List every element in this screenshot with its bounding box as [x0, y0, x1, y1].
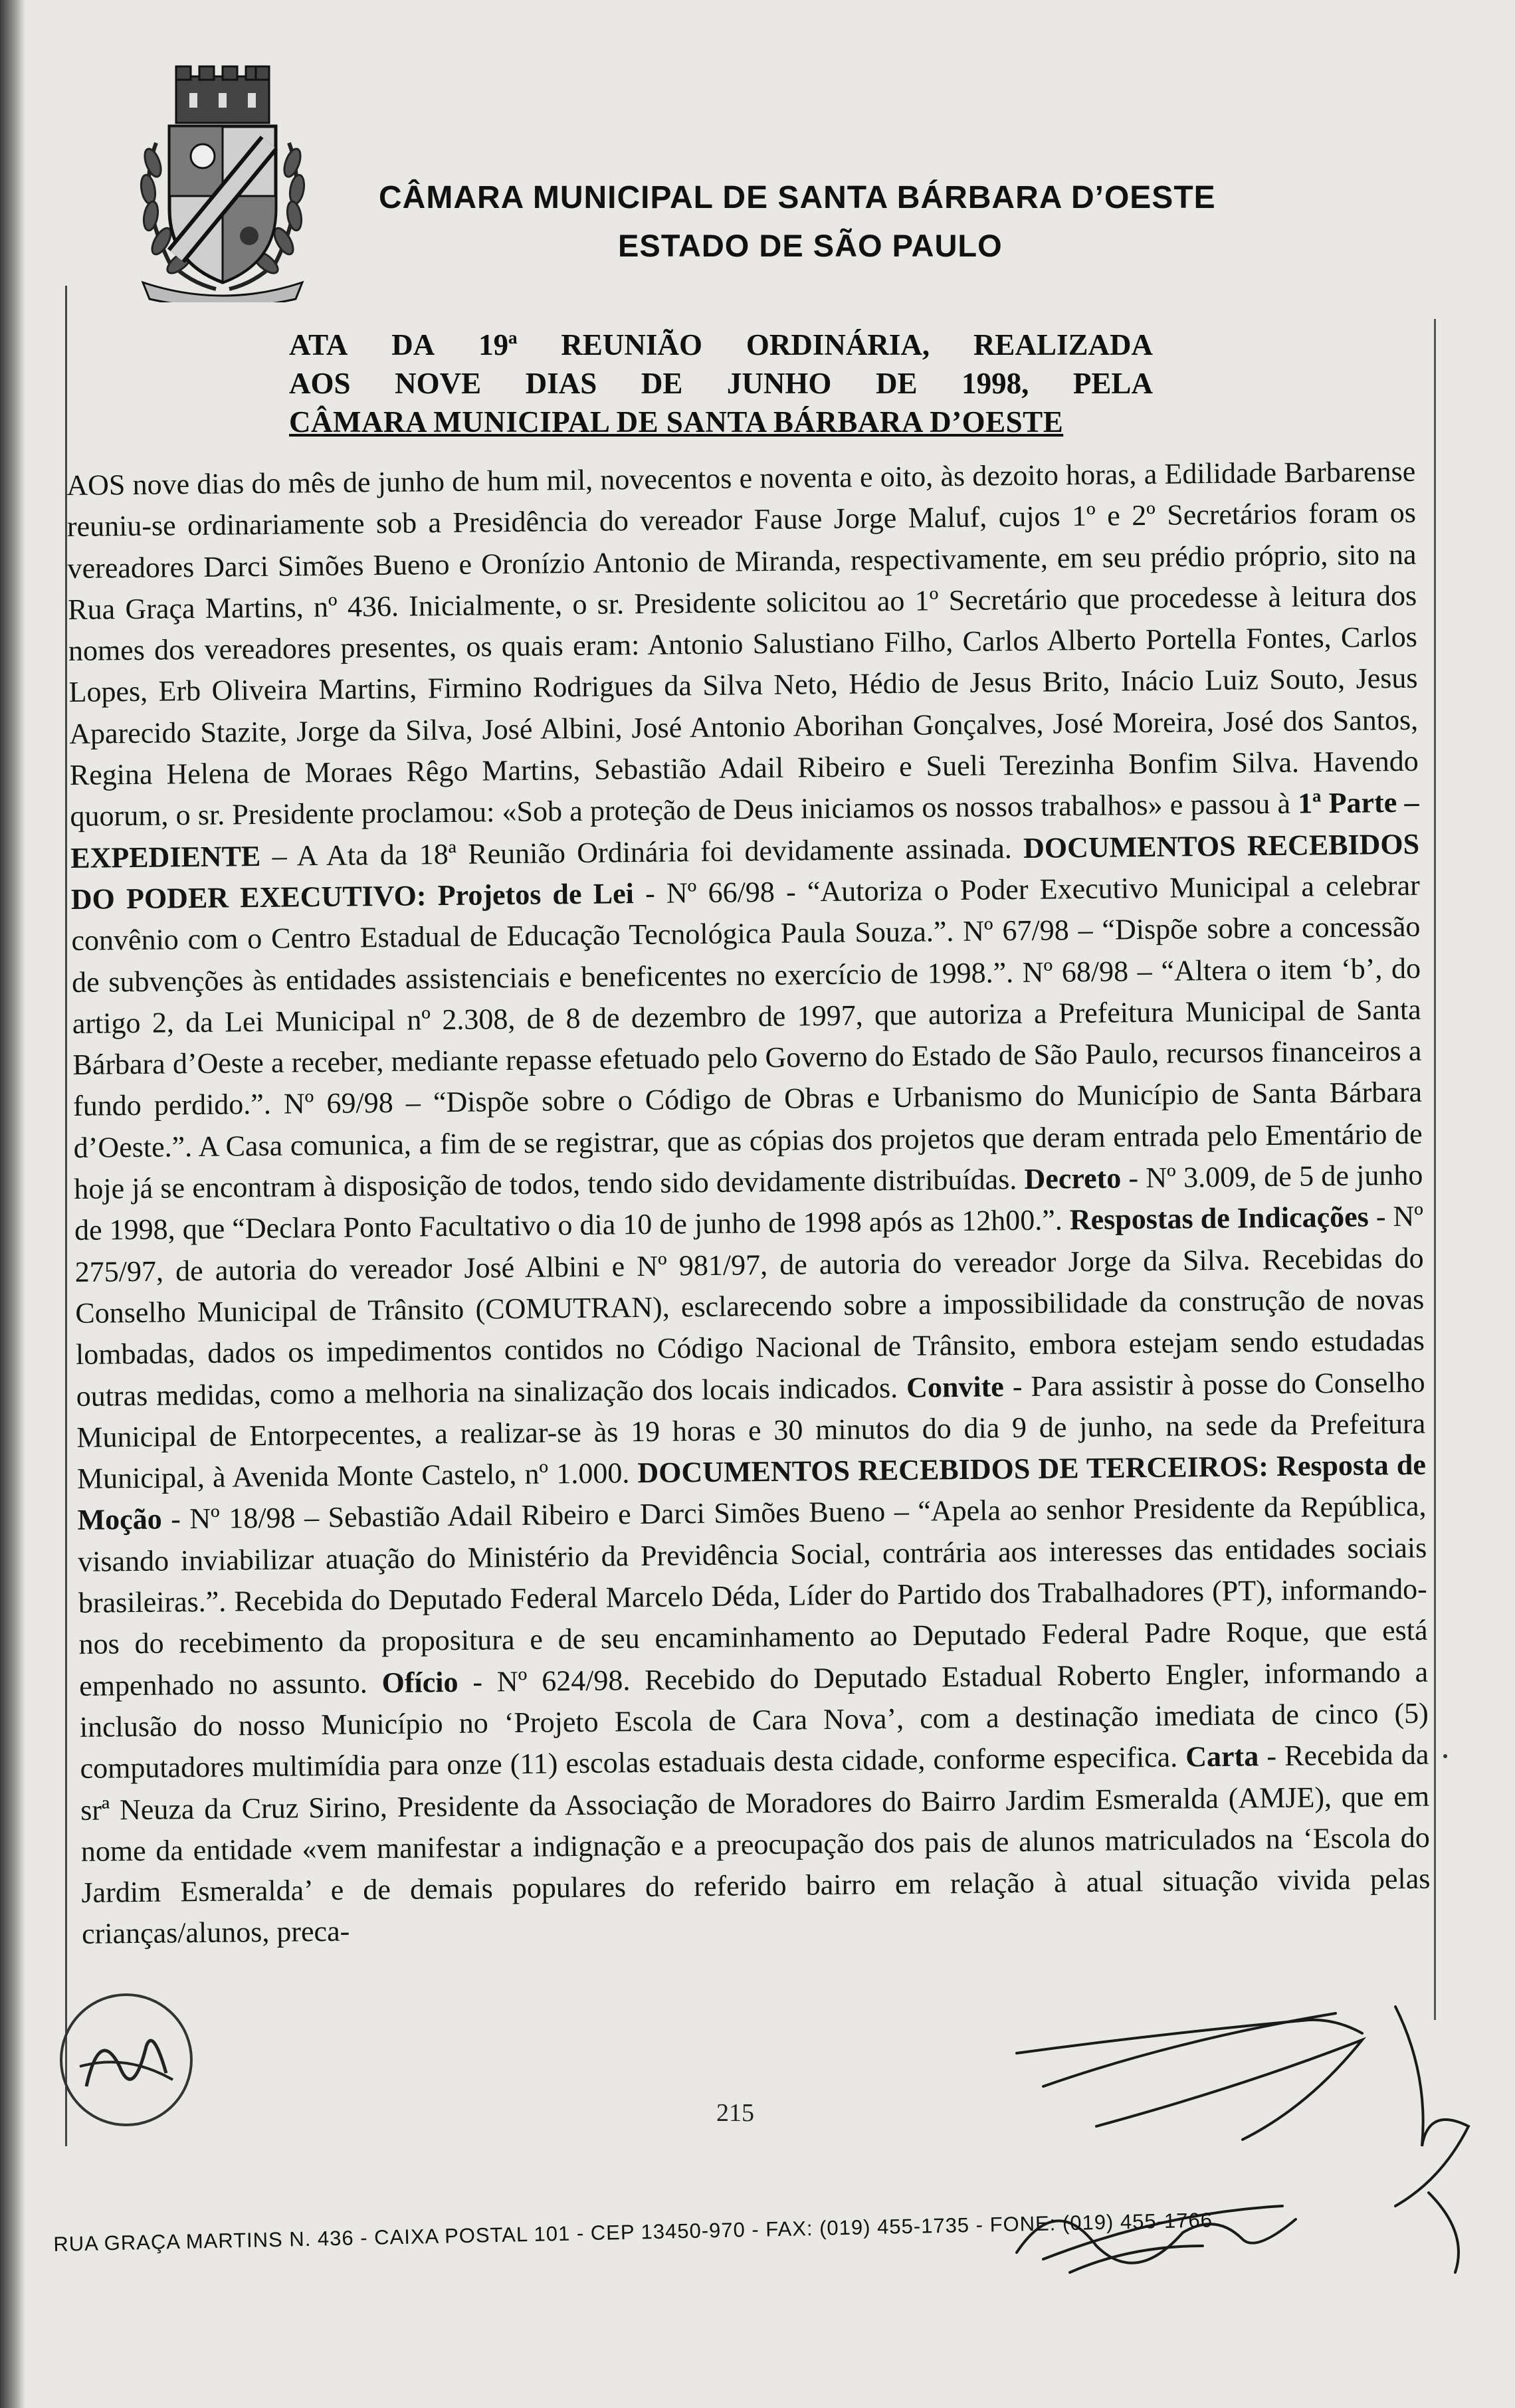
address-footer: RUA GRAÇA MARTINS N. 436 - CAIXA POSTAL 101 - CEP 13450-970 - FAX: (019) 455-1735 - FONE: (019) 455-1766	[53, 2208, 1213, 2256]
heading-word: DE	[641, 367, 683, 400]
heading-word: REALIZADA	[973, 328, 1153, 361]
heading-word: PELA	[1072, 367, 1153, 400]
rubric-stamp-icon	[53, 1987, 199, 2133]
bold-section-label: Convite	[906, 1369, 1005, 1404]
heading-word: DE	[876, 367, 918, 400]
body-text-run: - Nº 275/97, de autoria do vereador José Albini e Nº 981/97, de autoria do vereador Jorge da Silva. Recebidas do Conselho Municipal de Trânsito (COMUTRAN), esclarecendo sobre a impossibilidade da construção de novas lombadas, dados os impedimentos contidos no Código Nacional de Trânsito, embora estejam sendo estudadas outras medidas, como a melhoria na sinalização dos locais indicados.	[74, 1200, 1425, 1413]
heading-word: DA	[391, 328, 435, 361]
body-text-run: - Para assistir à posse do Conselho Municipal de Entorpecentes, a realizar-se às 19 horas e 30 minutos do dia 9 de junho, na sede da Prefeitura Municipal, à Avenida Monte Castelo, nº 1.000.	[76, 1365, 1426, 1496]
left-margin-line	[65, 286, 67, 2146]
heading-word: 1998,	[961, 367, 1029, 400]
bold-section-label: Carta	[1185, 1740, 1259, 1773]
coat-of-arms-icon	[130, 63, 316, 302]
bold-section-label: DOCUMENTOS RECEBIDOS DE TERCEIROS: Resposta de Moção	[77, 1448, 1427, 1537]
bold-section-label: Ofício	[381, 1665, 458, 1699]
institution-title: CÂMARA MUNICIPAL DE SANTA BÁRBARA D’OESTE	[379, 180, 1216, 215]
heading-line-1	[289, 326, 1153, 364]
body-text-run: – A Ata da 18ª Reunião Ordinária foi devidamente assinada.	[260, 831, 1024, 872]
state-subtitle: ESTADO DE SÃO PAULO	[618, 228, 1003, 263]
minutes-body-text	[66, 451, 1431, 1956]
ink-dot	[1443, 1754, 1447, 1758]
heading-word: ORDINÁRIA,	[746, 328, 930, 361]
body-text-run: - Nº 624/98. Recebido do Deputado Estadual Roberto Engler, informando a inclusão do nosso Município no ‘Projeto Escola de Cara Nova’, com a destinação imediata de cinco (5) computadores multimídia para onze (11) escolas estaduais desta cidade, conforme especifica.	[79, 1655, 1429, 1785]
heading-word: NOVE	[395, 367, 482, 400]
bold-section-label: Respostas de Indicações	[1069, 1200, 1369, 1237]
body-text-run: - Nº 3.009, de 5 de junho de 1998, que “Declara Ponto Facultativo o dia 10 de junho de 1998 após as 12h00.”.	[74, 1158, 1423, 1247]
heading-word: ATA	[289, 328, 348, 361]
page-number: 215	[716, 2099, 754, 2127]
scan-binding-shadow	[0, 0, 25, 2408]
heading-line-3: CÂMARA MUNICIPAL DE SANTA BÁRBARA D’OESTE	[289, 405, 1064, 439]
bold-section-label: Decreto	[1024, 1161, 1122, 1196]
body-text-run: AOS nove dias do mês de junho de hum mil, novecentos e noventa e oito, às dezoito horas, a Edilidade Barbarense reuniu-se ordinariamente sob a Presidência do vereador Fause Jorge Maluf, cujos 1º e 2º Secretários foram os vereadores Darci Simões Bueno e Oronízio Antonio de Miranda, respectivamente, em seu prédio próprio, sito na Rua Graça Martins, nº 436. Inicialmente, o sr. Presidente solicitou ao 1º Secretário que procedesse à leitura dos nomes dos vereadores presentes, os quais eram: Antonio Salustiano Filho, Carlos Alberto Portella Fontes, Carlos Lopes, Erb Oliveira Martins, Firmino Rodrigues da Silva Neto, Hédio de Jesus Brito, Inácio Luiz Souto, Jesus Aparecido Stazite, Jorge da Silva, José Albini, José Antonio Aborihan Gonçalves, José Moreira, José dos Santos, Regina Helena de Moraes Rêgo Martins, Sebastião Adail Ribeiro e Sueli Terezinha Bonfim Silva. Havendo quorum, o sr. Presidente proclamou: «Sob a proteção de Deus iniciamos os nossos trabalhos» e passou à	[66, 454, 1419, 833]
heading-word: AOS	[289, 367, 351, 400]
heading-word: REUNIÃO	[561, 328, 702, 361]
heading-word: JUNHO	[726, 367, 832, 400]
body-text-run: - Recebida da srª Neuza da Cruz Sirino, Presidente da Associação de Moradores do Bairro Jardim Esmeralda (AMJE), que em nome da entidade «vem manifestar a indignação e a preocupação dos pais de alunos matriculados na ‘Escola do Jardim Esmeralda’ e de demais populares do referido bairro em relação à atual situação vivida pelas crianças/alunos, preca-	[80, 1738, 1431, 1951]
heading-line-2	[289, 364, 1153, 403]
bold-section-label: 1ª Parte – EXPEDIENTE	[70, 786, 1419, 874]
right-margin-line	[1434, 319, 1436, 2020]
minutes-heading	[289, 326, 1153, 441]
heading-word: DIAS	[525, 367, 597, 400]
body-text-run: - Nº 18/98 – Sebastião Adail Ribeiro e Darci Simões Bueno – “Apela ao senhor Presidente da República, visando inviabilizar atuação do Ministério da Previdência Social, contrária aos interesses das entidades sociais brasileiras.”. Recebida do Deputado Federal Marcelo Déda, Líder do Partido dos Trabalhadores (PT), informando-nos do recebimento da propositura e de seu encaminhamento ao Deputado Federal Padre Roque, que está empenhado no assunto.	[78, 1490, 1428, 1702]
bold-section-label: DOCUMENTOS RECEBIDOS DO PODER EXECUTIVO: Projetos de Lei	[70, 827, 1420, 916]
body-text-run: - Nº 66/98 - “Autoriza o Poder Executivo Municipal a celebrar convênio com o Centro Estadual de Educação Tecnológica Paula Souza.”. Nº 67/98 – “Dispõe sobre a concessão de subvenções às entidades assistenciais e beneficentes no exercício de 1998.”. Nº 68/98 – “Altera o item ‘b’, do artigo 2, da Lei Municipal nº 2.308, de 8 de dezembro de 1997, que autoriza a Prefeitura Municipal de Santa Bárbara d’Oeste a receber, mediante repasse efetuado pelo Governo do Estado de São Paulo, recursos financeiros a fundo perdido.”. Nº 69/98 – “Dispõe sobre o Código de Obras e Urbanismo do Município de Santa Bárbara d’Oeste.”. A Casa comunica, a fim de se registrar, que as cópias dos projetos que deram entrada pelo Ementário de hoje já se encontram à disposição de todos, tendo sido devidamente distribuídas.	[71, 868, 1423, 1205]
heading-word: 19ª	[478, 328, 518, 361]
handwritten-signatures-icon	[963, 1993, 1515, 2312]
